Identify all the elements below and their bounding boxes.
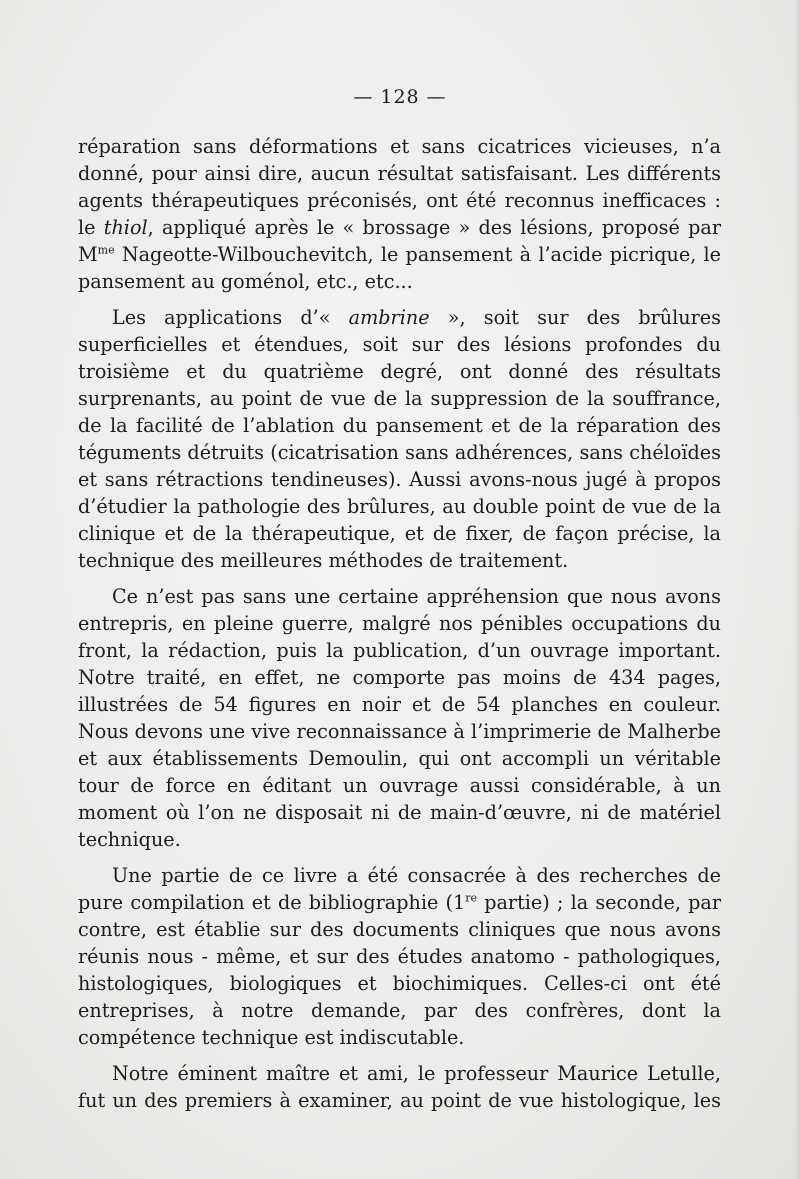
paragraph-4-text-a: Une partie de ce livre a été consacrée à des recherches de pure compilation et de bibliographie (1 [78,864,721,914]
ambrine-term: ambrine [348,306,430,329]
paragraph-1-text-c: Nageotte-Wilbouchevitch, le pansement à l’acide picrique, le pansement au goménol, etc., etc... [78,243,721,293]
page-number: — 128 — [353,86,447,108]
premiere-superscript: re [465,891,478,905]
paragraph-1-text-a: réparation sans déformations et sans cicatrices vicieuses, n’a donné, pour ainsi dire, aucun résultat satisfaisant. Les différents agents thérapeutiques préconisés, ont été reconnus inefficaces : le [78,135,721,239]
body-text [78,133,721,1123]
paragraph-4 [78,862,721,1051]
paragraph-2 [78,304,721,574]
paragraph-5: Notre éminent maître et ami, le professeur Maurice Letulle, fut un des premiers à examiner, au point de vue histologique, les [78,1062,721,1112]
paragraph-1 [78,133,721,295]
paragraph-1-text-b: , appliqué après le « brossage » des lésions, proposé par M [78,216,721,266]
page-edge-shadow [794,0,800,1179]
madame-superscript: me [97,243,115,257]
paragraph-2-text-a: Les applications d’« [112,306,349,329]
paragraph-3: Ce n’est pas sans une certaine appréhension que nous avons entrepris, en pleine guerre, malgré nos pénibles occupations du front, la rédaction, puis la publication, d’un ouvrage important. Notre traité, en effet, ne comporte pas moins de 434 pages, illustrées de 54 figures en noir et de 54 planches en couleur. Nous devons une vive reconnaissance à l’imprimerie de Malherbe et aux établissements Demoulin, qui ont accompli un véritable tour de force en éditant un ouvrage aussi considérable, à un moment où l’on ne disposait ni de main-d’œuvre, ni de matériel technique. [78,585,721,851]
thiol-term: thiol [103,216,148,239]
paragraph-4-text-b: partie) ; la seconde, par contre, est établie sur des documents cliniques que nous avons réunis nous - même, et sur des études anatomo - pathologiques, histologiques, biologiques et biochimiques. Celles-ci ont été entreprises, à notre demande, par des confrères, dont la compétence technique est indiscutable. [78,891,721,1049]
paragraph-2-text-b: », soit sur des brûlures superficielles et étendues, soit sur des lésions profondes du troisième et du quatrième degré, ont donné des résultats surprenants, au point de vue de la suppression de la souffrance, de la facilité de l’ablation du pansement et de la réparation des téguments détruits (cicatrisation sans adhérences, sans chéloïdes et sans rétractions tendineuses). Aussi avons-nous jugé à propos d’étudier la pathologie des brûlures, au double point de vue de la clinique et de la thérapeutique, et de fixer, de façon précise, la technique des meilleures méthodes de traitement. [78,306,722,572]
